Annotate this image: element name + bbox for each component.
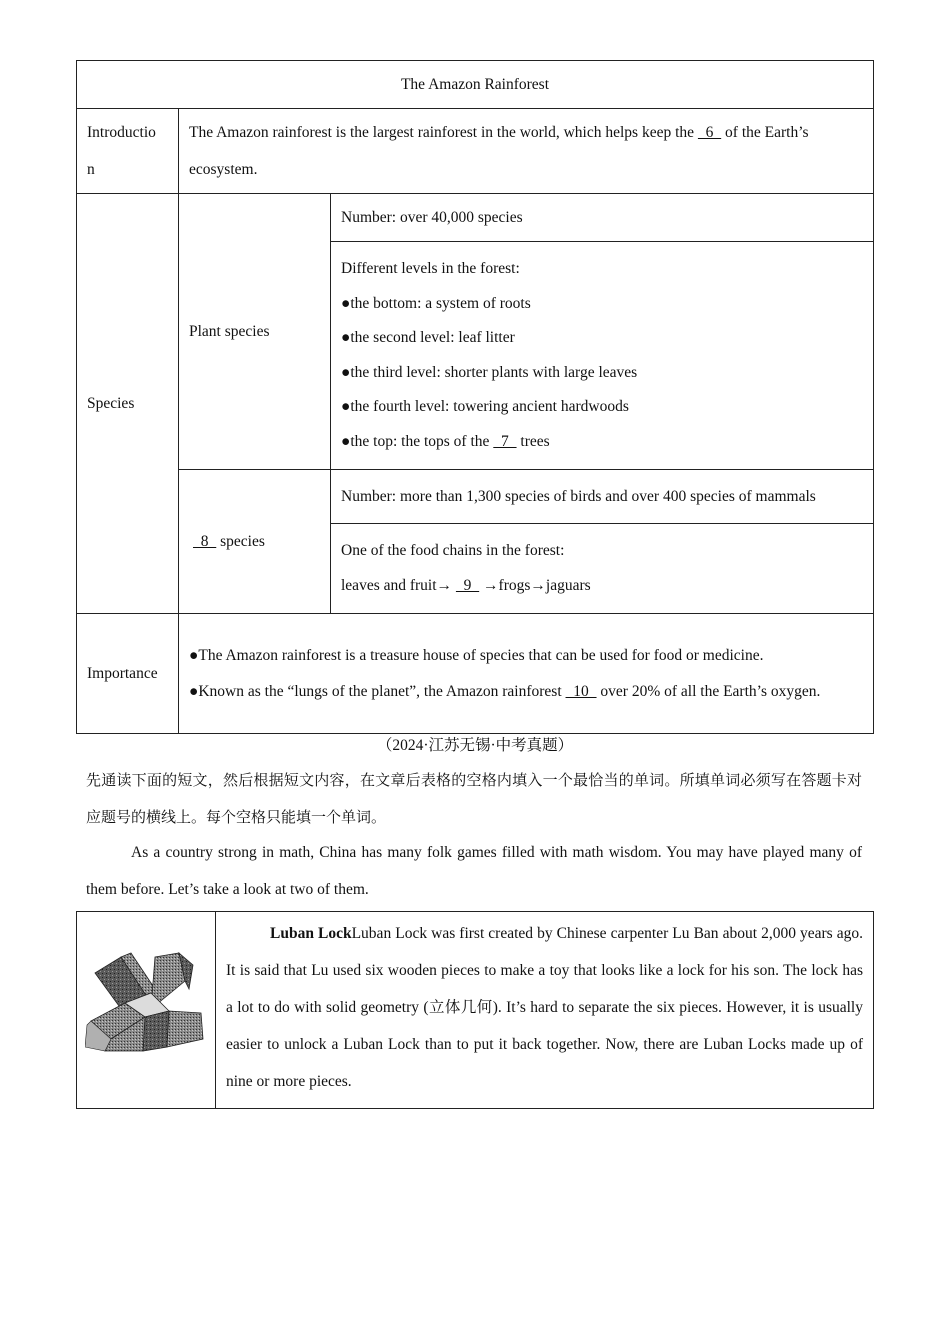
importance-label: Importance xyxy=(77,614,179,734)
importance-point-1: ●The Amazon rainforest is a treasure house of species that can be used for food or medicine. xyxy=(189,646,764,664)
luban-lock-image xyxy=(85,951,207,1055)
importance-cell xyxy=(179,614,874,734)
level-top: ●the top: the tops of the 7 trees xyxy=(341,432,550,450)
blank-8[interactable]: 8 xyxy=(193,533,217,550)
instructions: 先通读下面的短文，然后根据短文内容，在文章后表格的空格内填入一个最恰当的单词。所填单词必须写在答题卡对应题号的横线上。每个空格只能填一个单词。 xyxy=(86,771,862,826)
source-label: （2024·江苏无锡·中考真题） xyxy=(376,737,574,754)
level-second: ●the second level: leaf litter xyxy=(341,329,515,346)
level-bottom: ●the bottom: a system of roots xyxy=(341,294,531,312)
blank-9[interactable]: 9 xyxy=(455,576,480,594)
luban-lock-image-cell xyxy=(77,912,216,1109)
table-title: The Amazon Rainforest xyxy=(77,61,874,109)
food-chain: leaves and fruit→ 9 →frogs→jaguars xyxy=(341,576,591,594)
food-chain-cell xyxy=(331,524,874,614)
level-fourth: ●the fourth level: towering ancient hardwoods xyxy=(341,398,629,415)
luban-lock-text: Luban LockLuban Lock was first created by Chinese carpenter Lu Ban about 2,000 years ago. It is said that Lu used six wooden pieces to make a toy that looks like a lock for his son. The lock has a lot to do with solid geometry (立体几何). It’s hard to separate the six pieces. However, it is usually easier to unlock a Luban Lock than to put it back together. Now, there are Luban Locks made up of nine or more pieces. xyxy=(216,912,874,1109)
blank-6[interactable]: 6 xyxy=(697,124,722,141)
intro-cell: The Amazon rainforest is the largest rainforest in the world, which helps keep the 6 of the Earth’s ecosystem. xyxy=(179,109,874,194)
blank-7[interactable]: 7 xyxy=(493,432,517,450)
species-label: Species xyxy=(77,194,179,614)
blank-10[interactable]: 10 xyxy=(565,682,597,700)
levels-title: Different levels in the forest: xyxy=(341,260,520,277)
luban-lock-table xyxy=(76,911,874,1109)
intro-label: Introductio n xyxy=(77,109,179,194)
importance-point-2: ●Known as the “lungs of the planet”, the Amazon rainforest 10 over 20% of all the Earth’s oxygen. xyxy=(189,682,821,700)
level-third: ●the third level: shorter plants with large leaves xyxy=(341,363,638,381)
forest-levels-cell xyxy=(331,242,874,470)
amazon-rainforest-table xyxy=(76,60,874,734)
food-chain-title: One of the food chains in the forest: xyxy=(341,542,565,559)
plant-number: Number: over 40,000 species xyxy=(331,194,874,242)
animal-species-label: 8 species xyxy=(179,470,331,614)
luban-lock-heading: Luban Lock xyxy=(270,924,352,942)
plant-species-label: Plant species xyxy=(179,194,331,470)
animal-number: Number: more than 1,300 species of birds and over 400 species of mammals xyxy=(331,470,874,524)
intro-paragraph: As a country strong in math, China has many folk games filled with math wisdom. You may have played many of them before. Let’s take a look at two of them. xyxy=(86,844,862,898)
